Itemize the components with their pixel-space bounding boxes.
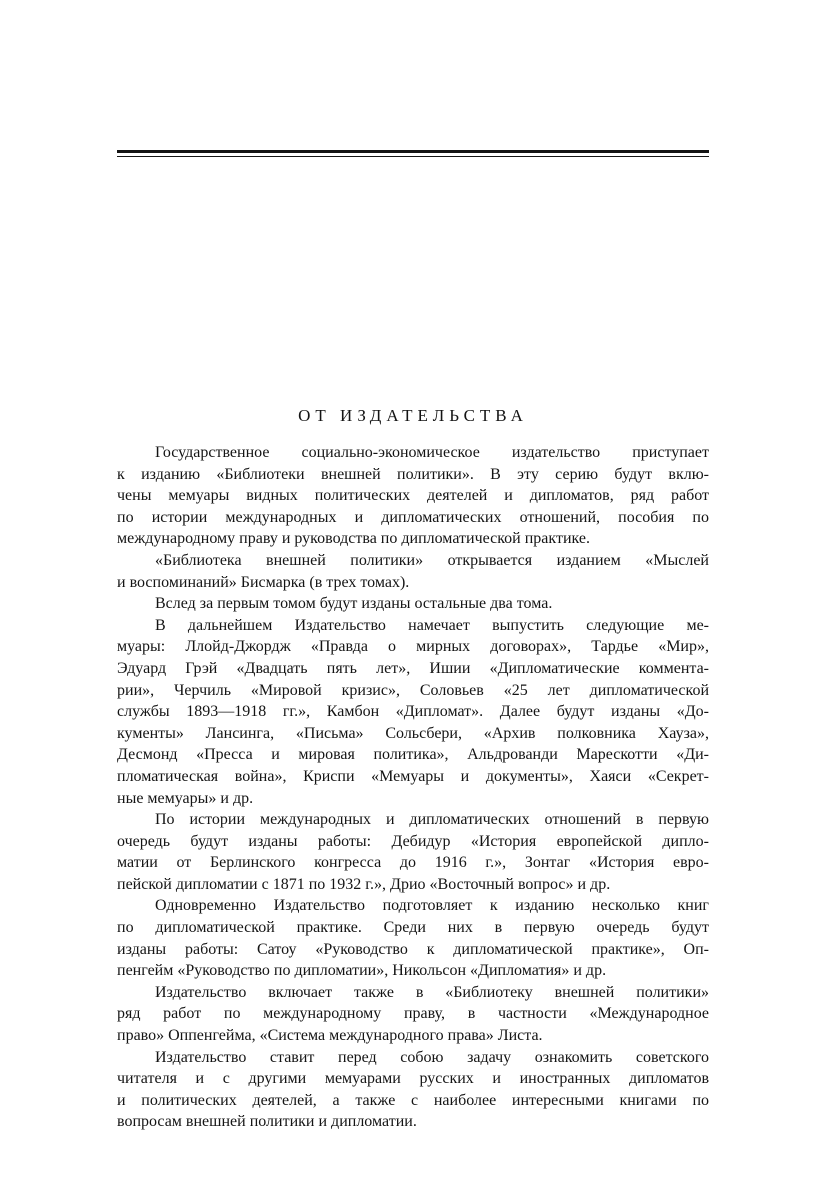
- text-line: и политических деятелей, а также с наиболее интересными книгами по: [117, 1091, 709, 1109]
- text-line: Издательство включает также в «Библиотеку внешней политики»: [155, 983, 709, 1001]
- text-line: В дальнейшем Издательство намечает выпустить следующие ме-: [155, 616, 709, 634]
- text-line: право» Оппенгейма, «Система международного права» Листа.: [117, 1027, 543, 1045]
- text-line: ные мемуары» и др.: [117, 789, 254, 807]
- text-line: Эдуард Грэй «Двадцать пять лет», Ишии «Дипломатические коммента-: [117, 659, 709, 677]
- text-line: Одновременно Издательство подготовляет к изданию несколько книг: [155, 897, 709, 915]
- paragraph-8: [117, 1047, 709, 1133]
- text-line: Издательство ставит перед собою задачу ознакомить советского: [155, 1048, 709, 1066]
- text-line: службы 1893—1918 гг.», Камбон «Дипломат». Далее будут изданы «До-: [117, 703, 709, 721]
- text-line: пенгейм «Руководство по дипломатии», Никольсон «Дипломатия» и др.: [117, 962, 607, 980]
- paragraph-6: [117, 895, 709, 981]
- text-line: «Библиотека внешней политики» открывается изданием «Мыслей: [155, 551, 709, 569]
- text-line: Государственное социально-экономическое издательство приступает: [155, 444, 709, 461]
- header-rule-thick: [117, 150, 709, 153]
- text-line: читателя и с другими мемуарами русских и иностранных дипломатов: [117, 1070, 709, 1088]
- text-line: к изданию «Библиотеки внешней политики». В эту серию будут вклю-: [117, 465, 709, 483]
- text-line: ряд работ по международному праву, в частности «Международное: [117, 1005, 709, 1023]
- text-line: чены мемуары видных политических деятелей и дипломатов, ряд работ: [117, 487, 709, 505]
- header-rule-thin: [117, 156, 709, 157]
- paragraph-2: [117, 550, 709, 593]
- text-line: очередь будут изданы работы: Дебидур «История европейской дипло-: [117, 832, 709, 850]
- text-line: муары: Ллойд-Джордж «Правда о мирных договорах», Тардье «Мир»,: [117, 638, 709, 656]
- text-line: по дипломатической практике. Среди них в первую очередь будут: [117, 919, 709, 937]
- text-line: Вслед за первым томом будут изданы остальные два тома.: [155, 595, 553, 613]
- text-line: международному праву и руководства по дипломатической практике.: [117, 530, 590, 548]
- text-line: матии от Берлинского конгресса до 1916 г.», Зонтаг «История евро-: [117, 854, 709, 872]
- text-line: пломатическая война», Криспи «Мемуары и документы», Хаяси «Секрет-: [117, 767, 709, 785]
- text-line: кументы» Лансинга, «Письма» Сольсбери, «Архив полковника Хауза»,: [117, 724, 709, 742]
- paragraph-5: [117, 809, 709, 895]
- paragraph-7: [117, 982, 709, 1047]
- paragraph-4: [117, 615, 709, 809]
- text-line: По истории международных и дипломатических отношений в первую: [155, 811, 709, 829]
- body-text: [117, 442, 709, 1133]
- text-line: пейской дипломатии с 1871 по 1932 г.», Дрио «Восточный вопрос» и др.: [117, 875, 611, 893]
- text-line: вопросам внешней политики и дипломатии.: [117, 1113, 417, 1131]
- paragraph-1: [117, 442, 709, 550]
- text-line: Десмонд «Пресса и мировая политика», Альдрованди Марескотти «Ди-: [117, 746, 709, 764]
- section-heading: ОТ ИЗДАТЕЛЬСТВА: [298, 406, 528, 425]
- text-line: и воспоминаний» Бисмарка (в трех томах).: [117, 573, 410, 591]
- text-line: по истории международных и дипломатических отношений, пособия по: [117, 508, 709, 526]
- paragraph-3: [117, 593, 709, 615]
- text-line: изданы работы: Сатоу «Руководство к дипломатической практике», Оп-: [117, 940, 709, 958]
- text-line: рии», Черчиль «Мировой кризис», Соловьев «25 лет дипломатической: [117, 681, 709, 699]
